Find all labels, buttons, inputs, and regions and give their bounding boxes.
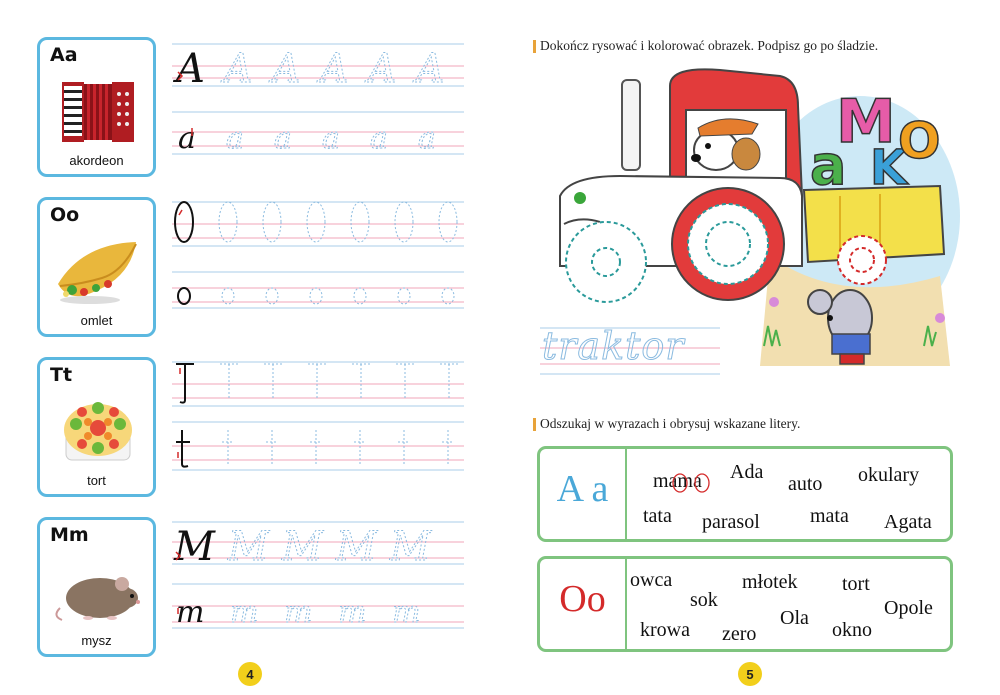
word-item[interactable]: młotek bbox=[742, 571, 798, 593]
trailer-wheel bbox=[838, 236, 886, 284]
page-number: 5 bbox=[738, 662, 762, 686]
svg-text:a: a bbox=[274, 121, 292, 156]
cake-icon bbox=[52, 394, 144, 472]
mouse-icon bbox=[52, 554, 144, 632]
box-letter: Oo bbox=[559, 578, 606, 620]
trace-word-area bbox=[540, 322, 720, 382]
word-item[interactable]: tata bbox=[643, 505, 672, 527]
letter-card-a bbox=[37, 37, 156, 177]
exhaust-pipe bbox=[622, 80, 640, 170]
word-item[interactable]: mata bbox=[810, 505, 849, 527]
page-number: 4 bbox=[238, 662, 262, 686]
box-letter: A a bbox=[556, 468, 609, 510]
letter-o-cargo: O bbox=[898, 112, 941, 170]
svg-text:A: A bbox=[416, 46, 445, 92]
svg-text:a: a bbox=[178, 121, 196, 156]
word-item[interactable]: krowa bbox=[640, 619, 690, 641]
svg-text:a: a bbox=[226, 121, 244, 156]
box-divider bbox=[625, 559, 627, 649]
letter-card-t bbox=[37, 357, 156, 497]
svg-text:a: a bbox=[370, 121, 388, 156]
front-wheel bbox=[566, 222, 646, 302]
circled-letter-marks bbox=[670, 469, 714, 495]
instruction-drawing bbox=[540, 38, 878, 54]
word-box-a bbox=[537, 446, 953, 542]
instruction-text: Odszukaj w wyrazach i obrysuj wskazane litery. bbox=[540, 416, 801, 431]
dog-eye bbox=[705, 143, 711, 149]
word-item[interactable]: okno bbox=[832, 619, 872, 641]
word-item[interactable]: auto bbox=[788, 473, 823, 495]
card-word: omlet bbox=[80, 313, 113, 328]
svg-text:M: M bbox=[228, 524, 269, 570]
svg-text:M: M bbox=[336, 524, 377, 570]
tracing-rows-m bbox=[172, 518, 464, 658]
word-item[interactable]: parasol bbox=[702, 511, 760, 533]
word-item[interactable]: owca bbox=[630, 569, 673, 591]
instruction-find-letters bbox=[540, 416, 800, 432]
word-item[interactable]: tort bbox=[842, 573, 870, 595]
tracing-rows-o bbox=[172, 198, 464, 338]
word-item[interactable]: zero bbox=[722, 623, 757, 645]
flower bbox=[769, 297, 779, 307]
word-item[interactable]: Opole bbox=[884, 597, 933, 619]
card-title: Tt bbox=[50, 364, 73, 386]
instruction-bar bbox=[533, 40, 536, 53]
svg-text:A: A bbox=[320, 46, 349, 92]
svg-text:A: A bbox=[224, 46, 253, 92]
card-word: mysz bbox=[81, 633, 112, 648]
dog-ear bbox=[732, 138, 760, 170]
letter-a-cargo: a bbox=[810, 134, 847, 197]
letter-k-cargo: K bbox=[870, 140, 908, 196]
letter-card-o bbox=[37, 197, 156, 337]
dog-nose bbox=[691, 154, 701, 162]
word-item[interactable]: okulary bbox=[858, 464, 920, 486]
svg-text:m: m bbox=[284, 595, 313, 630]
instruction-text: Dokończ rysować i kolorować obrazek. Podpisz go po śladzie. bbox=[540, 38, 879, 53]
box-divider bbox=[625, 449, 627, 539]
trace-word: traktor bbox=[542, 324, 685, 368]
word-item[interactable]: Ola bbox=[780, 607, 809, 629]
card-title: Aa bbox=[50, 44, 78, 66]
svg-text:A: A bbox=[272, 46, 301, 92]
word-item[interactable]: mama bbox=[653, 470, 702, 492]
svg-text:m: m bbox=[392, 595, 421, 630]
svg-text:a: a bbox=[418, 121, 436, 156]
word-item[interactable]: sok bbox=[690, 589, 718, 611]
tracing-rows-t bbox=[172, 358, 464, 498]
tracing-rows-a bbox=[172, 38, 464, 178]
svg-text:M: M bbox=[390, 524, 431, 570]
svg-text:a: a bbox=[322, 121, 340, 156]
card-word: tort bbox=[87, 473, 106, 488]
card-title: Mm bbox=[50, 524, 89, 546]
svg-text:A: A bbox=[368, 46, 397, 92]
word-item[interactable]: Ada bbox=[730, 461, 764, 483]
svg-text:M: M bbox=[174, 524, 215, 570]
omelette-icon bbox=[52, 234, 144, 312]
letter-card-m bbox=[37, 517, 156, 657]
letter-m-cargo: M bbox=[836, 87, 896, 157]
card-title: Oo bbox=[50, 204, 80, 226]
accordion-icon bbox=[52, 74, 144, 152]
word-box-o bbox=[537, 556, 953, 652]
headlight bbox=[574, 192, 586, 204]
instruction-bar bbox=[533, 418, 536, 431]
svg-text:m: m bbox=[338, 595, 367, 630]
svg-text:m: m bbox=[176, 595, 205, 630]
card-word: akordeon bbox=[69, 153, 124, 168]
svg-text:A: A bbox=[176, 46, 205, 92]
word-item[interactable]: Agata bbox=[884, 511, 932, 533]
svg-text:M: M bbox=[282, 524, 323, 570]
svg-text:m: m bbox=[230, 595, 259, 630]
